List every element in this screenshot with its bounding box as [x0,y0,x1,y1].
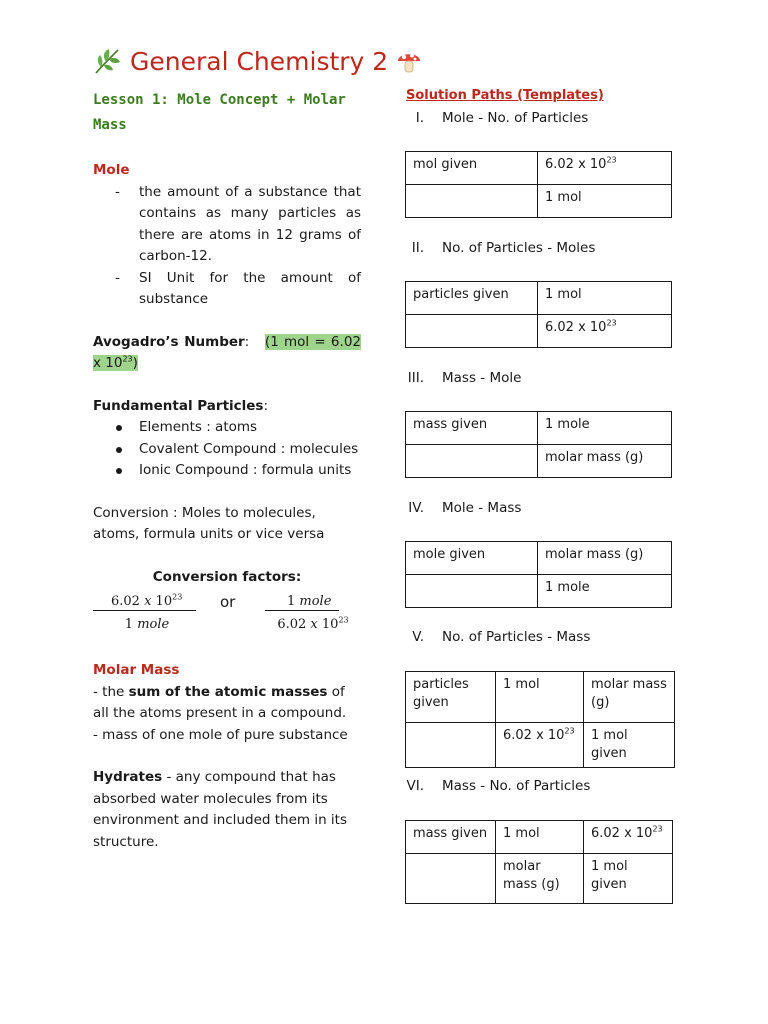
mole-heading: Mole [93,162,130,178]
or-text: or [220,593,236,611]
path-5-table [405,671,675,768]
path-6-heading: VI. Mass - No. of Particles [406,778,591,794]
table-cell: molar mass (g) [496,854,584,904]
table-cell: 1 mole [538,575,672,608]
conversion-text: Conversion : Moles to molecules, atoms, formula units or vice versa [93,504,325,542]
molar-mass-heading: Molar Mass [93,662,180,678]
page-title: General Chemistry 2 [130,46,389,76]
fundamental-list [93,417,361,482]
path-2-table [405,281,672,348]
table-cell: 6.02 x $10^{23}$ [584,821,673,854]
table-cell: molar mass (g) [538,445,672,478]
table-cell: 6.02 x $10^{23}$ [538,315,672,348]
conversion-factor-1: 6.02 x $10^{23}$ 1 mole [93,594,201,632]
avogadro-line: Avogadro’s Number: (1 mol = 6.02 x $10^{23}$) [93,333,361,371]
lesson-title: Lesson 1: Mole Concept + Molar Mass [93,92,346,133]
table-cell: 6.02 x $10^{23}$ [538,152,672,185]
mole-definition-list [93,182,361,311]
table-cell: 1 mol [496,672,584,723]
table-cell: mass given [406,412,538,445]
table-cell: molar mass (g) [584,672,675,723]
table-cell: 1 mol [496,821,584,854]
table-cell: 1 mol given [584,854,673,904]
table-cell: particles given [406,282,538,315]
list-item: Ionic Compound : formula units [93,460,361,482]
molar-mass-def-2: - mass of one mole of pure substance [93,726,348,743]
table-cell: 1 mole [538,412,672,445]
left-column [93,88,361,588]
list-item: - the amount of a substance that contains as many particles as there are atoms in 12 grams of carbon-12. [93,182,361,268]
table-cell [406,445,538,478]
path-6-table [405,820,673,904]
avogadro-value: (1 mol = 6.02 x $10^{23}$) [93,333,361,371]
path-2-heading: II. No. of Particles - Moles [411,240,596,256]
table-cell: 6.02 x $10^{23}$ [496,723,584,768]
table-cell: mass given [406,821,496,854]
hydrates-def: Hydrates - any compound that has absorbed water molecules from its environment and included them in its structure. [93,769,348,850]
table-cell: particles given [406,672,496,723]
path-3-table [405,411,672,478]
list-item: - SI Unit for the amount of substance [93,268,361,311]
molar-mass-def-1: - the sum of the atomic masses of all the atoms present in a compound. [93,683,347,721]
avogadro-label: Avogadro’s Number [93,333,245,350]
mushroom-icon [396,47,422,75]
table-cell: mol given [406,152,538,185]
list-item: Elements : atoms [93,417,361,439]
conversion-factors-heading: Conversion factors: [152,568,302,585]
path-5-heading: V. No. of Particles - Mass [412,629,591,645]
table-cell: 1 mol [538,185,672,218]
leaf-icon [92,46,122,76]
path-3-heading: III. Mass - Mole [407,370,522,386]
page-title-row [92,46,422,76]
table-cell: molar mass (g) [538,542,672,575]
left-column-lower [93,660,361,853]
table-cell [406,185,538,218]
table-cell: mole given [406,542,538,575]
table-cell [406,854,496,904]
table-cell [406,575,538,608]
path-1-heading: I. Mole - No. of Particles [415,110,589,126]
list-item: Covalent Compound : molecules [93,439,361,461]
conversion-factor-2: 1 mole 6.02 x $10^{23}$ [265,594,361,632]
table-cell [406,315,538,348]
table-cell [406,723,496,768]
path-4-table [405,541,672,608]
solution-paths-title: Solution Paths (Templates) [406,88,604,103]
path-1-table [405,151,672,218]
fundamental-heading: Fundamental Particles: [93,397,269,414]
table-cell: 1 mol [538,282,672,315]
table-cell: 1 mol given [584,723,675,768]
path-4-heading: IV. Mole - Mass [408,500,522,516]
